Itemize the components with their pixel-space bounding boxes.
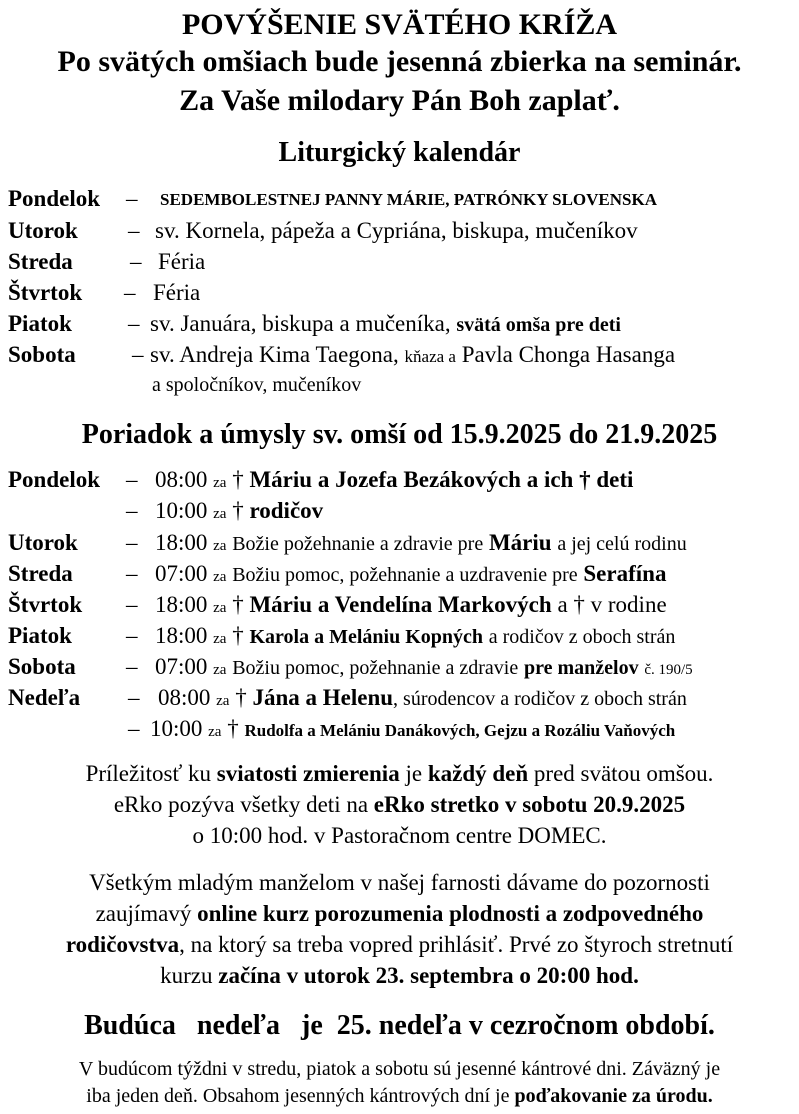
notice-bold: rodičovstva bbox=[65, 932, 180, 957]
notice-text: kurzu bbox=[160, 963, 213, 988]
mass-day: Pondelok bbox=[8, 467, 101, 492]
mass-za: za bbox=[213, 506, 227, 522]
bulletin-page: POVÝŠENIE SVÄTÉHO KRÍŽA Po svätých omšiach bude jesenná zbierka na seminár. Za Vaše milodary Pán Boh zaplať. Liturgický kalendár Pondelok – SEDEMBOLESTNEJ PANNY MÁRIE, PATRÓNKY SLOVENSKA Utorok – sv. Kornela, pápeža a Cypriána, biskupa, mučeníkov Streda – Féria Štvrtok – Féria Piatok – sv. Januára, biskupa a mučeníka, svätá omša pre deti Sobota – sv. Andreja Kima Taegona, kňaza a Pavla Chonga Hasanga a spoločníkov, mučeníkov Poriadok a úmysly sv. omší od 15.9.2025 do 21.9.2025 Pondelok – 08:00 za † Máriu a Jozefa Bezákových a ich † deti – 10:00 za † rodičov Utorok – 18:00 za Božie požehnanie a zdravie pre Máriu a jej celú rodinu Streda – 07:00 za Božiu pomoc, požehnanie a uzdravenie pre Serafína Štvrtok – 18:00 za † Máriu a Vendelína Markových a † v rodine Piatok – 18:00 za † Karola a Melániu Kopných a rodičov z oboch strán Sobota – 07:00 za Božiu pomoc, požehnanie a zdravie pre manželov č. 190/5 Nedeľa – 08:00 za † Jána a Helenu, súrodencov a rodičov z oboch strán – 10:00 za † Rudolfa a Melániu Danákových, Gejzu a Rozáliu Vaňových Príležitosť ku sviatosti zmierenia je každý deň pred svätou omšou. eRko pozýva všetky deti na eRko stretko v sobotu 20.9.2025 o 10:00 hod. v Pastoračnom centre DOMEC. Všetkým mladým manželom v našej farnosti dávame do pozornosti zaujímavý online kurz porozumenia plodnosti a zodpovedného rodičovstva, na ktorý sa treba vopred prihlásiť. Prvé zo štyroch stretnutí kurzu začína v utorok 23. septembra o 20:00 hod. Budúca nedeľa je 25. nedeľa v cezročnom období. V budúcom týždni v stredu, piatok a sobotu sú jesenné kántrové dni. Záväzný je iba jeden deň. Obsahom jesenných kántrových dní je poďakovanie za úrodu. bbox=[0, 0, 799, 1114]
notice-text: , na ktorý sa treba vopred prihlásiť. Prvé zo štyroch stretnutí bbox=[179, 932, 734, 957]
mass-time: 18:00 bbox=[155, 623, 208, 648]
mass-day: Nedeľa bbox=[8, 685, 81, 710]
mass-intention: Božiu pomoc, požehnanie a uzdravenie pre bbox=[232, 564, 578, 586]
notice-text: eRko pozýva všetky deti na bbox=[113, 792, 369, 817]
cross-symbol: † bbox=[232, 498, 244, 523]
mass-intention-bold: Máriu bbox=[488, 530, 552, 555]
notice-bold: začína v utorok 23. septembra o 20:00 hod. bbox=[218, 963, 639, 988]
mass-za: za bbox=[213, 569, 227, 585]
course-notice-line bbox=[0, 929, 799, 960]
notice-text: je bbox=[405, 761, 423, 786]
mass-time: 10:00 bbox=[150, 716, 203, 741]
mass-intention-rest: a rodičov z oboch strán bbox=[488, 626, 676, 648]
cross-symbol: † bbox=[235, 685, 247, 710]
calendar-day: Sobota bbox=[8, 342, 76, 367]
confession-notice bbox=[0, 758, 799, 789]
mass-time: 08:00 bbox=[158, 685, 211, 710]
mass-time: 07:00 bbox=[155, 654, 208, 679]
notice-bold: eRko stretko v sobotu 20.9.2025 bbox=[373, 792, 686, 817]
mass-za: za bbox=[213, 538, 227, 554]
course-notice-line: Všetkým mladým manželom v našej farnosti dávame do pozornosti bbox=[89, 870, 710, 895]
erko-location: o 10:00 hod. v Pastoračnom centre DOMEC. bbox=[192, 823, 607, 848]
calendar-day: Utorok bbox=[8, 218, 78, 243]
mass-intention-bold: Serafína bbox=[583, 561, 667, 586]
mass-za: za bbox=[213, 631, 227, 647]
calendar-entry: Féria bbox=[158, 249, 206, 274]
mass-intention-bold: Karola a Melániu Kopných bbox=[249, 626, 484, 648]
calendar-entry: Féria bbox=[153, 280, 201, 305]
mass-intention: Božiu pomoc, požehnanie a zdravie bbox=[232, 657, 519, 679]
calendar-dash: – bbox=[128, 218, 140, 243]
calendar-entry-small: kňaza a bbox=[404, 347, 456, 366]
mass-time: 18:00 bbox=[155, 592, 208, 617]
calendar-entry: sv. Andreja Kima Taegona, bbox=[150, 342, 399, 367]
course-notice-line bbox=[0, 960, 799, 991]
erko-notice bbox=[0, 789, 799, 820]
footer-line: V budúcom týždni v stredu, piatok a sobotu sú jesenné kántrové dni. Záväzný je bbox=[78, 1058, 721, 1080]
notice-text: pred svätou omšou. bbox=[533, 761, 714, 786]
calendar-day: Pondelok bbox=[8, 186, 101, 211]
calendar-day: Piatok bbox=[8, 311, 72, 336]
mass-intention-rest: a † v rodine bbox=[557, 592, 667, 617]
children-mass-note: svätá omša pre deti bbox=[456, 314, 621, 336]
mass-intention-rest: , súrodencov a rodičov z oboch strán bbox=[393, 688, 687, 710]
mass-za: za bbox=[208, 724, 222, 740]
calendar-entry: SEDEMBOLESTNEJ PANNY MÁRIE, PATRÓNKY SLOVENSKA bbox=[160, 190, 657, 209]
notice-bold: online kurz porozumenia plodnosti a zodpovedného bbox=[197, 901, 704, 926]
notice-bold: každý deň bbox=[427, 761, 529, 786]
calendar-day: Streda bbox=[8, 249, 73, 274]
calendar-entry-continuation: a spoločníkov, mučeníkov bbox=[152, 374, 362, 396]
calendar-dash: – bbox=[132, 342, 144, 367]
mass-intention-bold: Jána a Helenu bbox=[252, 685, 394, 710]
cross-symbol: † bbox=[232, 592, 244, 617]
mass-day: Piatok bbox=[8, 623, 72, 648]
page-title: POVÝŠENIE SVÄTÉHO KRÍŽA bbox=[181, 8, 618, 41]
mass-za: za bbox=[213, 662, 227, 678]
cross-symbol: † bbox=[227, 716, 239, 741]
mass-intention-rest: č. 190/5 bbox=[644, 662, 693, 678]
mass-intention-rest: a jej celú rodinu bbox=[557, 533, 687, 555]
mass-day: Sobota bbox=[8, 654, 76, 679]
course-notice-line bbox=[0, 898, 799, 929]
calendar-dash: – bbox=[130, 249, 142, 274]
collection-announcement: Po svätých omšiach bude jesenná zbierka na seminár. bbox=[57, 45, 742, 78]
calendar-day: Štvrtok bbox=[8, 280, 83, 305]
notice-text: Príležitosť ku bbox=[85, 761, 212, 786]
mass-intention: Božie požehnanie a zdravie pre bbox=[232, 533, 484, 555]
mass-intention-bold: Máriu a Vendelína Markových bbox=[249, 592, 552, 617]
cross-symbol: † bbox=[232, 467, 244, 492]
footer-bold: poďakovanie za úrodu. bbox=[514, 1085, 713, 1107]
notice-text: zaujímavý bbox=[95, 901, 192, 926]
mass-za: za bbox=[216, 693, 230, 709]
calendar-dash: – bbox=[126, 186, 138, 211]
mass-schedule-heading: Poriadok a úmysly sv. omší od 15.9.2025 do 21.9.2025 bbox=[81, 419, 718, 450]
mass-intention-bold: rodičov bbox=[249, 498, 324, 523]
calendar-heading: Liturgický kalendár bbox=[278, 137, 521, 168]
mass-time: 07:00 bbox=[155, 561, 208, 586]
mass-intention-bold: Rudolfa a Melániu Danákových, Gejzu a Rozáliu Vaňových bbox=[244, 721, 676, 740]
mass-time: 18:00 bbox=[155, 530, 208, 555]
footer-line bbox=[10, 1083, 789, 1110]
mass-intention-bold: Máriu a Jozefa Bezákových a ich † deti bbox=[249, 467, 634, 492]
mass-intention-bold: pre manželov bbox=[523, 657, 639, 679]
calendar-entry: sv. Januára, biskupa a mučeníka, bbox=[150, 311, 451, 336]
calendar-entry-cont: Pavla Chonga Hasanga bbox=[461, 342, 676, 367]
notice-bold: sviatosti zmierenia bbox=[216, 761, 400, 786]
footer-text: iba jeden deň. Obsahom jesenných kántrových dní je bbox=[86, 1085, 510, 1107]
calendar-entry: sv. Kornela, pápeža a Cypriána, biskupa, mučeníkov bbox=[155, 218, 638, 243]
mass-day: Štvrtok bbox=[8, 592, 83, 617]
mass-day: Streda bbox=[8, 561, 73, 586]
cross-symbol: † bbox=[232, 623, 244, 648]
calendar-dash: – bbox=[128, 311, 140, 336]
next-sunday-heading: Budúca nedeľa je 25. nedeľa v cezročnom období. bbox=[84, 1010, 715, 1041]
calendar-dash: – bbox=[124, 280, 136, 305]
mass-time: 10:00 bbox=[155, 498, 208, 523]
thanks-line: Za Vaše milodary Pán Boh zaplať. bbox=[179, 84, 620, 117]
mass-za: za bbox=[213, 600, 227, 616]
mass-time: 08:00 bbox=[155, 467, 208, 492]
mass-za: za bbox=[213, 475, 227, 491]
mass-day: Utorok bbox=[8, 530, 78, 555]
